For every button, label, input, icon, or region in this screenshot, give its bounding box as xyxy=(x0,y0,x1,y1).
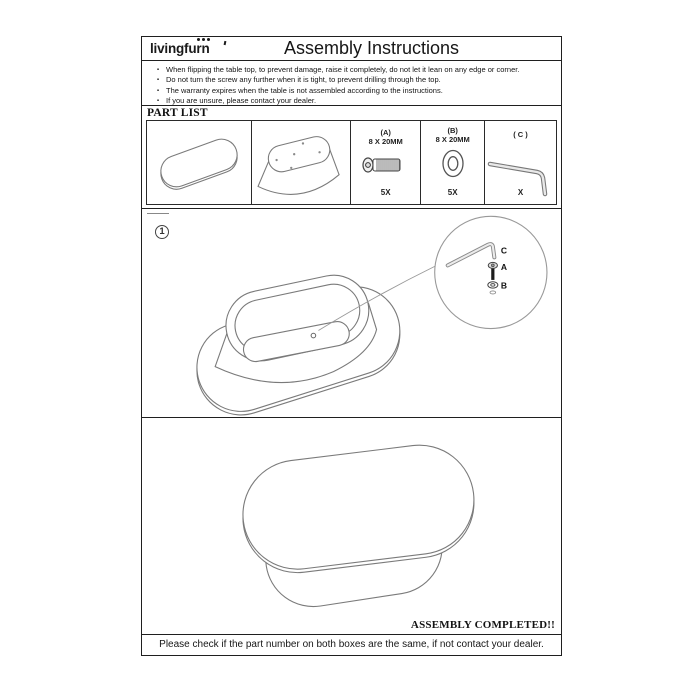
bullet-icon: ▪ xyxy=(156,87,160,94)
part-id: (A) xyxy=(380,128,391,137)
note-item xyxy=(150,86,555,97)
note-item xyxy=(150,75,555,86)
part-qty: X xyxy=(517,188,524,197)
part-qty: 5X xyxy=(380,188,391,197)
table-base-icon xyxy=(252,121,351,204)
table-top-outline xyxy=(237,439,480,575)
note-text: Do not turn the screw any further when it is tight, to prevent drilling through the top. xyxy=(166,75,441,84)
part-cell-washer xyxy=(420,121,484,204)
footer-text: Please check if the part number on both boxes are the same, if not contact your dealer. xyxy=(159,639,544,650)
bolt-icon xyxy=(362,155,410,175)
part-qty: 5X xyxy=(447,188,458,197)
step1-panel xyxy=(141,208,562,419)
part-list-section xyxy=(141,105,562,209)
part-cell-table-base xyxy=(251,121,350,204)
callout-label-a: A xyxy=(500,261,508,272)
part-list-label: PART LIST xyxy=(147,107,208,119)
part-size: 8 X 20MM xyxy=(368,137,403,146)
callout-label-c: C xyxy=(500,244,508,255)
bullet-icon: ▪ xyxy=(156,98,160,104)
bullet-icon: ▪ xyxy=(156,66,160,73)
brand-logo xyxy=(150,40,210,60)
instruction-sheet xyxy=(141,36,562,663)
part-id: (B) xyxy=(447,126,458,135)
logo-text: livingfurn xyxy=(150,41,210,56)
note-item xyxy=(150,65,555,76)
footer-notice xyxy=(141,634,562,656)
note-text: When flipping the table top, to prevent damage, raise it completely, do not let it lean on any edge or corner. xyxy=(166,64,520,74)
note-text: The warranty expires when the table is not assembled according to the instructions. xyxy=(166,85,443,95)
callout-circle xyxy=(435,216,547,328)
completed-panel xyxy=(141,417,562,635)
note-text: If you are unsure, please contact your dealer. xyxy=(166,96,317,105)
part-size: 8 X 20MM xyxy=(435,135,470,144)
step1-drawing xyxy=(142,209,561,418)
screw-hole xyxy=(311,333,316,338)
part-id: ( C ) xyxy=(513,130,528,139)
callout-label-b: B xyxy=(500,279,508,290)
logo-dots-icon xyxy=(197,38,210,41)
assembly-completed-text: ASSEMBLY COMPLETED!! xyxy=(410,619,555,631)
page-title: Assembly Instructions xyxy=(283,38,460,58)
header xyxy=(141,36,562,61)
part-cell-bolt xyxy=(350,121,420,204)
completed-table-drawing xyxy=(142,418,561,634)
part-cell-table-top xyxy=(147,121,251,204)
washer-icon xyxy=(440,148,466,179)
parts-table xyxy=(146,120,557,205)
table-top-icon xyxy=(147,121,251,204)
step-number-badge: 1 xyxy=(155,225,169,239)
safety-notes xyxy=(141,60,562,107)
part-cell-allen-key xyxy=(484,121,556,204)
bullet-icon: ▪ xyxy=(156,77,160,83)
